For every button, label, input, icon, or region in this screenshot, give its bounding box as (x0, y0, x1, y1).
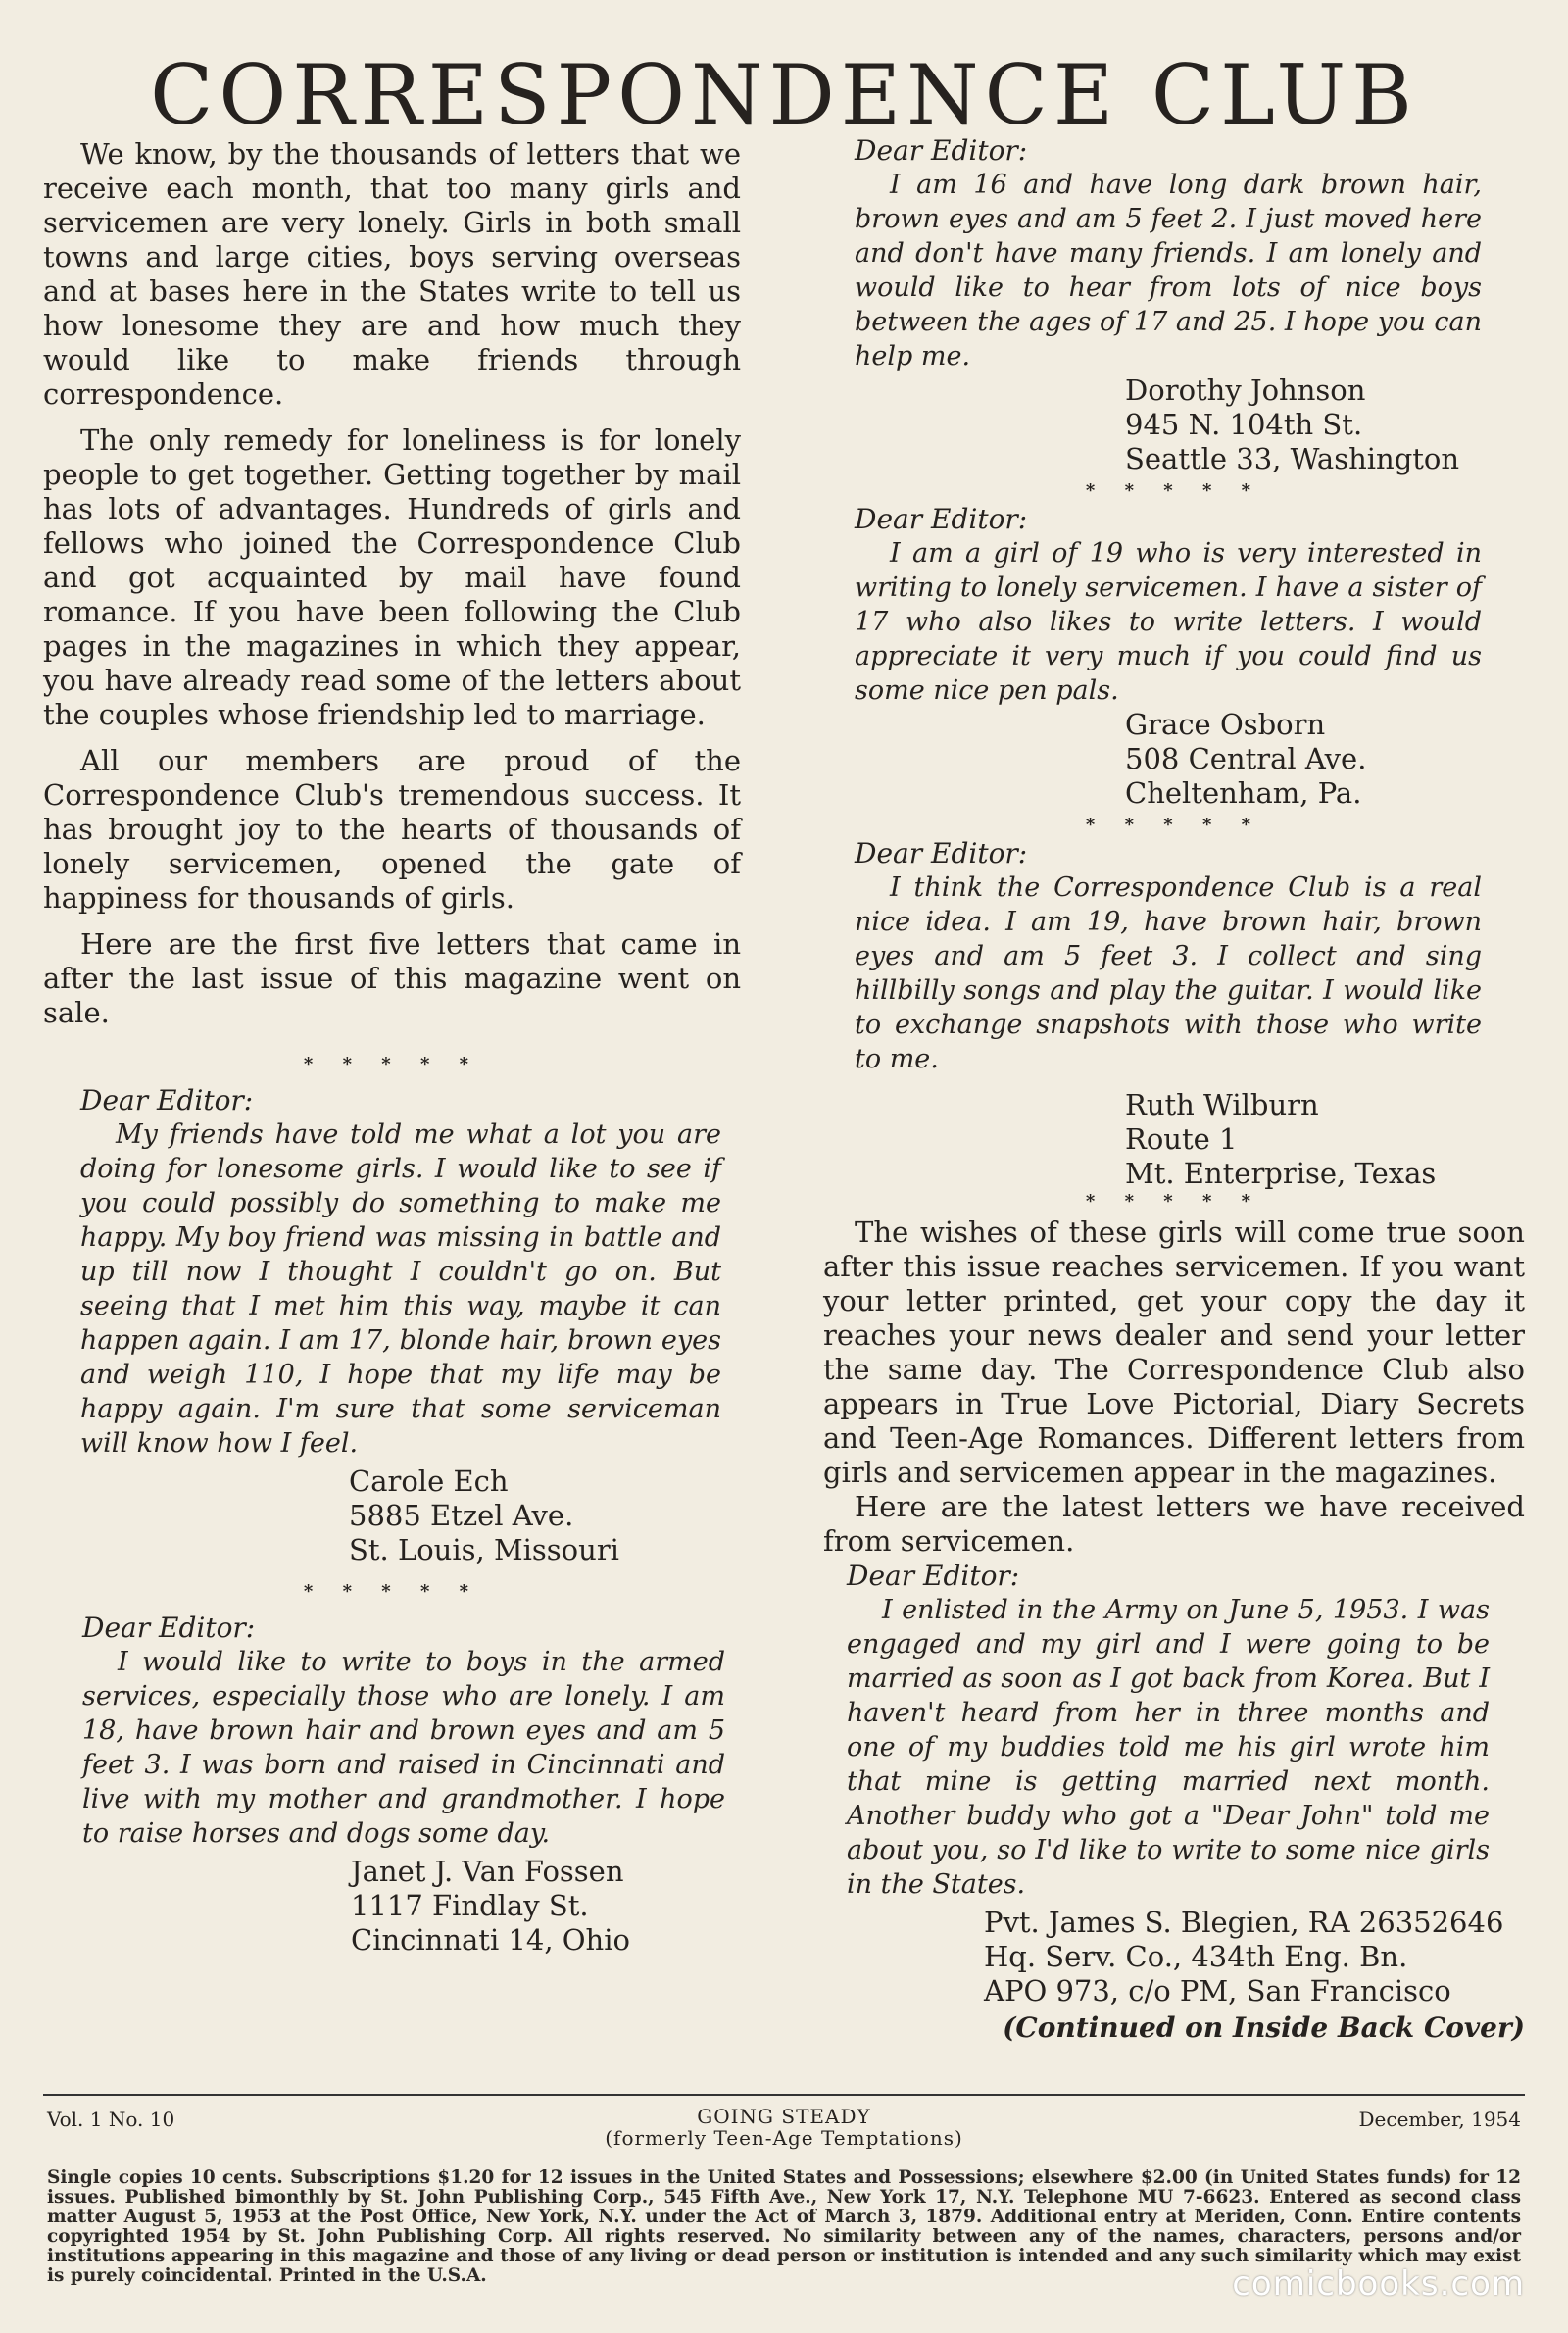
letter (855, 836, 1482, 1191)
signer-address: 945 N. 104th St. (1125, 408, 1363, 441)
letter (80, 1083, 721, 1567)
separator-stars: * * * * * (1085, 1191, 1263, 1212)
letter-signature (984, 1906, 1504, 2009)
left-column (43, 137, 741, 1958)
watermark: comicbooks.com (1232, 2264, 1525, 2304)
separator-stars: * * * * * (303, 1581, 481, 1602)
volume-number: Vol. 1 No. 10 (47, 2108, 175, 2131)
footer (47, 2106, 1521, 2149)
letter-body: I enlisted in the Army on June 5, 1953. I was engaged and my girl and I were going to be married as soon as I got back from Korea. But I haven't heard from her in three months and one of my buddies told me his girl wrote him that mine is getting married next month. Another buddy who got a "Dear John" told me about you, so I'd like to write to some nice girls in the States. (847, 1595, 1490, 1900)
letter-signature (1125, 708, 1482, 811)
signer-name: Janet J. Van Fossen (351, 1855, 624, 1888)
magazine-masthead (47, 2106, 1521, 2149)
signer-name: Pvt. James S. Blegien, RA 26352646 (984, 1906, 1504, 1939)
signer-city: Cincinnati 14, Ohio (351, 1923, 630, 1957)
signer-name: Dorothy Johnson (1125, 373, 1366, 407)
letter-salutation: Dear Editor: (80, 1084, 254, 1117)
right-column-lower (823, 1216, 1525, 2046)
letter-body: My friends have told me what a lot you are doing for lonesome girls. I would like to see if you could possibly do something to make me happy. My boy friend was missing in battle and up till now I thought I couldn't go on. But seeing that I met him this way, maybe it can happen again. I am 17, blonde hair, brown eyes and weigh 110, I hope that my life may be happy again. I'm sure that some serviceman will know how I feel. (80, 1119, 721, 1459)
letter-signature (351, 1855, 725, 1958)
letter-body: I am a girl of 19 who is very interested in writing to lonely servicemen. I have a sister of 17 who also likes to write letters. I would appreciate it very much if you could find us some nice pen pals. (855, 538, 1482, 706)
signer-address: 508 Central Ave. (1125, 742, 1367, 775)
letter-body: I am 16 and have long dark brown hair, brown eyes and am 5 feet 2. I just moved here and don't have many friends. I am lonely and would like to hear from lots of nice boys between the ages of 17 and 25. I hope you can help me. (855, 170, 1482, 372)
signer-city: APO 973, c/o PM, San Francisco (984, 1974, 1451, 2008)
intro-paragraph: All our members are proud of the Correspondence Club's tremendous success. It has brought joy to the hearts of thousands of lonely servicemen, opened the gate of happiness for thousands of girls. (43, 744, 741, 915)
signer-name: Grace Osborn (1125, 708, 1326, 741)
separator-stars: * * * * * (303, 1054, 481, 1074)
signer-name: Ruth Wilburn (1125, 1088, 1319, 1121)
footer-divider (43, 2094, 1525, 2096)
separator-stars: * * * * * (1085, 480, 1263, 501)
letter (855, 133, 1482, 476)
letter-body: I would like to write to boys in the armed services, especially those who are lonely. I am 18, have brown hair and brown eyes and am 5 feet 3. I was born and raised in Cincinnati and live with my mother and grandmother. I hope to raise horses and dogs some day. (82, 1647, 725, 1849)
signer-city: Cheltenham, Pa. (1125, 776, 1362, 810)
letter-body: I think the Correspondence Club is a real nice idea. I am 19, have brown hair, brown eyes and am 5 feet 3. I collect and sing hillbilly songs and play the guitar. I would like to exchange snapshots with those who write to me. (855, 872, 1482, 1074)
signer-address: 5885 Etzel Ave. (349, 1499, 574, 1532)
signer-city: Seattle 33, Washington (1125, 442, 1460, 475)
letter-salutation: Dear Editor: (847, 1560, 1020, 1592)
signer-name: Carole Ech (349, 1464, 509, 1498)
letter-salutation: Dear Editor: (855, 503, 1028, 535)
continued-note: (Continued on Inside Back Cover) (1003, 2011, 1525, 2044)
signer-address: 1117 Findlay St. (351, 1889, 589, 1922)
letter-signature (349, 1464, 721, 1567)
legal-notice: Single copies 10 cents. Subscriptions $1.20 for 12 issues in the United States and Possessions; elsewhere $2.00 (in United States funds) for 12 issues. Published bimonthly by St. John Publishing Corp., 545 Fifth Ave., New York 17, N.Y. Telephone MU 7-6623. Entered as second class matter August 5, 1953 at the Post Office, New York, N.Y. under the Act of March 3, 1879. Additional entry at Meriden, Conn. Entire contents copyrighted 1954 by St. John Publishing Corp. All rights reserved. No similarity between any of the names, characters, persons and/or institutions appearing in this magazine and those of any living or dead person or institution is intended and any such similarity which may exist is purely coincidental. Printed in the U.S.A. (47, 2167, 1521, 2286)
letter (855, 502, 1482, 811)
signer-city: St. Louis, Missouri (349, 1533, 619, 1566)
intro-paragraph: We know, by the thousands of letters that we receive each month, that too many girls and servicemen are very lonely. Girls in both small towns and large cities, boys serving overseas and at bases here in the States write to tell us how lonesome they are and how much they would like to make friends through correspondence. (43, 137, 741, 411)
page-title: CORRESPONDENCE CLUB (150, 47, 1418, 143)
magazine-former-name: (formerly Teen-Age Temptations) (605, 2126, 963, 2150)
letter-signature (1125, 1088, 1482, 1191)
issue-date: December, 1954 (1358, 2108, 1521, 2131)
signer-address: Route 1 (1125, 1122, 1238, 1156)
footer-masthead-row (47, 2106, 1521, 2149)
letter-salutation: Dear Editor: (855, 837, 1028, 869)
separator-stars: * * * * * (1085, 815, 1263, 835)
magazine-name: GOING STEADY (697, 2105, 871, 2128)
right-column (825, 133, 1523, 1213)
closing-paragraph: Here are the latest letters we have received from servicemen. (823, 1490, 1525, 1558)
intro-paragraph: Here are the first five letters that came in after the last issue of this magazine went on sale. (43, 927, 741, 1029)
letter-signature (1125, 373, 1482, 476)
intro-paragraph: The only remedy for loneliness is for lonely people to get together. Getting together by mail has lots of advantages. Hundreds of girls and fellows who joined the Correspondence Club and got acquainted by mail have found romance. If you have been following the Club pages in the magazines in which they appear, you have already read some of the letters about the couples whose friendship led to marriage. (43, 423, 741, 731)
letter (82, 1611, 725, 1958)
signer-address: Hq. Serv. Co., 434th Eng. Bn. (984, 1940, 1408, 1973)
letter-salutation: Dear Editor: (82, 1612, 256, 1644)
serviceman-letter (847, 1559, 1504, 2009)
closing-paragraph: The wishes of these girls will come true soon after this issue reaches servicemen. If you want your letter printed, get your copy the day it reaches your news dealer and send your letter the same day. The Correspondence Club also appears in True Love Pictorial, Diary Secrets and Teen-Age Romances. Different letters from girls and servicemen appear in the magazines. (823, 1216, 1525, 1489)
signer-city: Mt. Enterprise, Texas (1125, 1157, 1437, 1190)
letter-salutation: Dear Editor: (855, 134, 1028, 167)
